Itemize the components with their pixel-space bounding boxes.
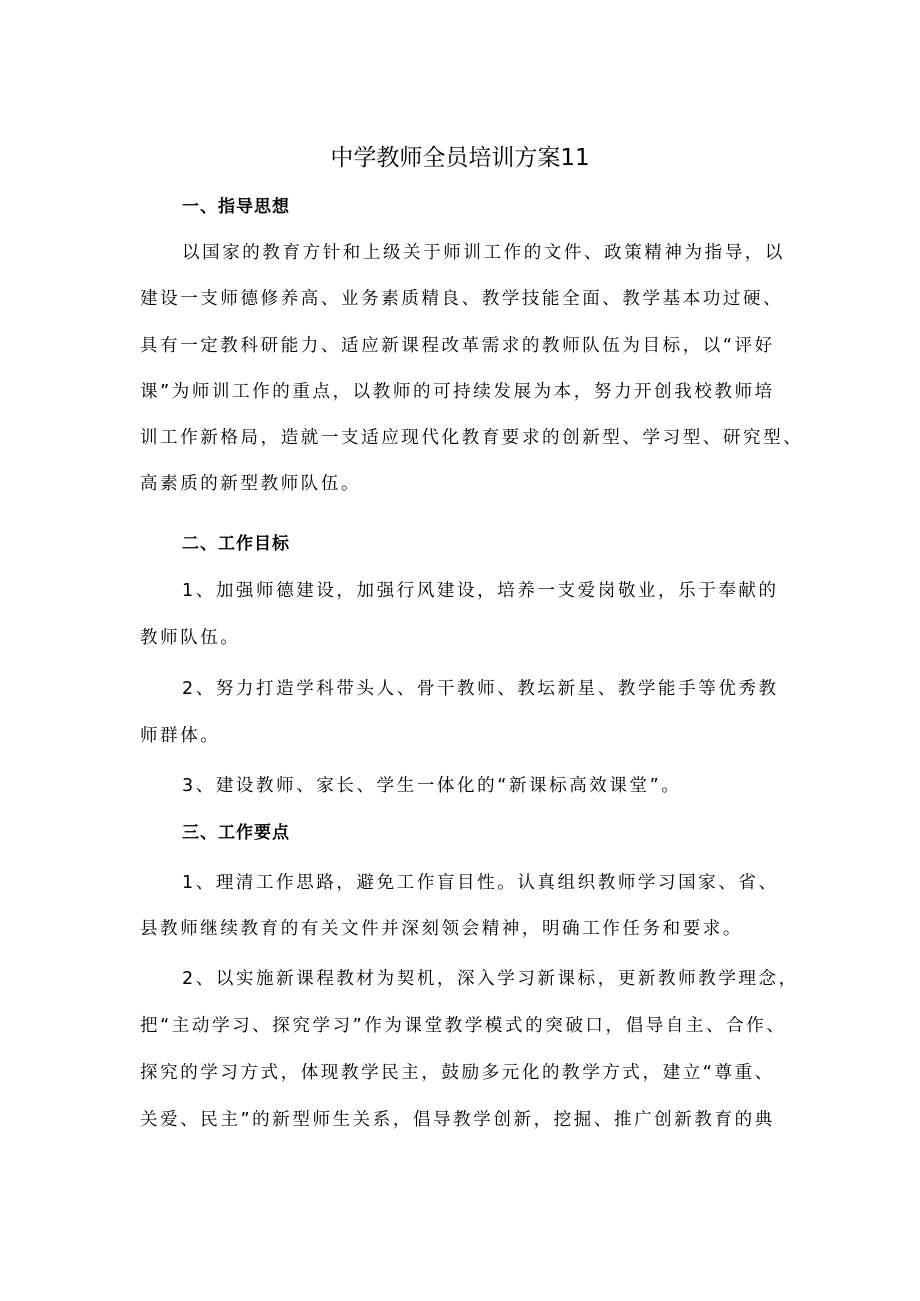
document-title: 中学教师全员培训方案11 [330,145,590,171]
list-item-line: 1、理清工作思路，避免工作盲目性。认真组织教师学习国家、省、 [182,873,779,893]
paragraph-line: 建设一支师德修养高、业务素质精良、教学技能全面、教学基本功过硬、 [140,289,784,309]
list-item-line: 2、以实施新课程教材为契机，深入学习新课标，更新教师教学理念， [182,969,799,989]
section-heading-work-goals: 二、工作目标 [182,534,290,554]
list-item-line: 2、努力打造学科带头人、骨干教师、教坛新星、教学能手等优秀教 [182,679,779,699]
paragraph-line: 训工作新格局，造就一支适应现代化教育要求的创新型、学习型、研究型、 [140,428,804,448]
list-item-line: 1、加强师德建设，加强行风建设，培养一支爱岗敬业，乐于奉献的 [182,581,779,601]
paragraph-line: 以国家的教育方针和上级关于师训工作的文件、政策精神为指导，以 [182,243,785,263]
list-item-line: 探究的学习方式，体现教学民主，鼓励多元化的教学方式，建立“尊重、 [140,1063,775,1083]
paragraph-line: 课”为师训工作的重点，以教师的可持续发展为本，努力开创我校教师培 [140,382,775,402]
list-item-line: 师群体。 [140,726,221,746]
list-item-line: 3、建设教师、家长、学生一体化的“新课标高效课堂”。 [182,776,682,796]
section-heading-guiding-ideology: 一、指导思想 [182,197,290,217]
paragraph-line: 具有一定教科研能力、适应新课程改革需求的教师队伍为目标，以“评好 [140,336,775,356]
paragraph-line: 高素质的新型教师队伍。 [140,474,362,494]
list-item-line: 教师队伍。 [140,628,241,648]
section-heading-work-key-points: 三、工作要点 [182,823,290,843]
list-item-line: 关爱、民主”的新型师生关系，倡导教学创新，挖掘、推广创新教育的典 [140,1110,775,1130]
list-item-line: 把“主动学习、探究学习”作为课堂教学模式的突破口，倡导自主、合作、 [140,1016,787,1036]
list-item-line: 县教师继续教育的有关文件并深刻领会精神，明确工作任务和要求。 [140,919,743,939]
